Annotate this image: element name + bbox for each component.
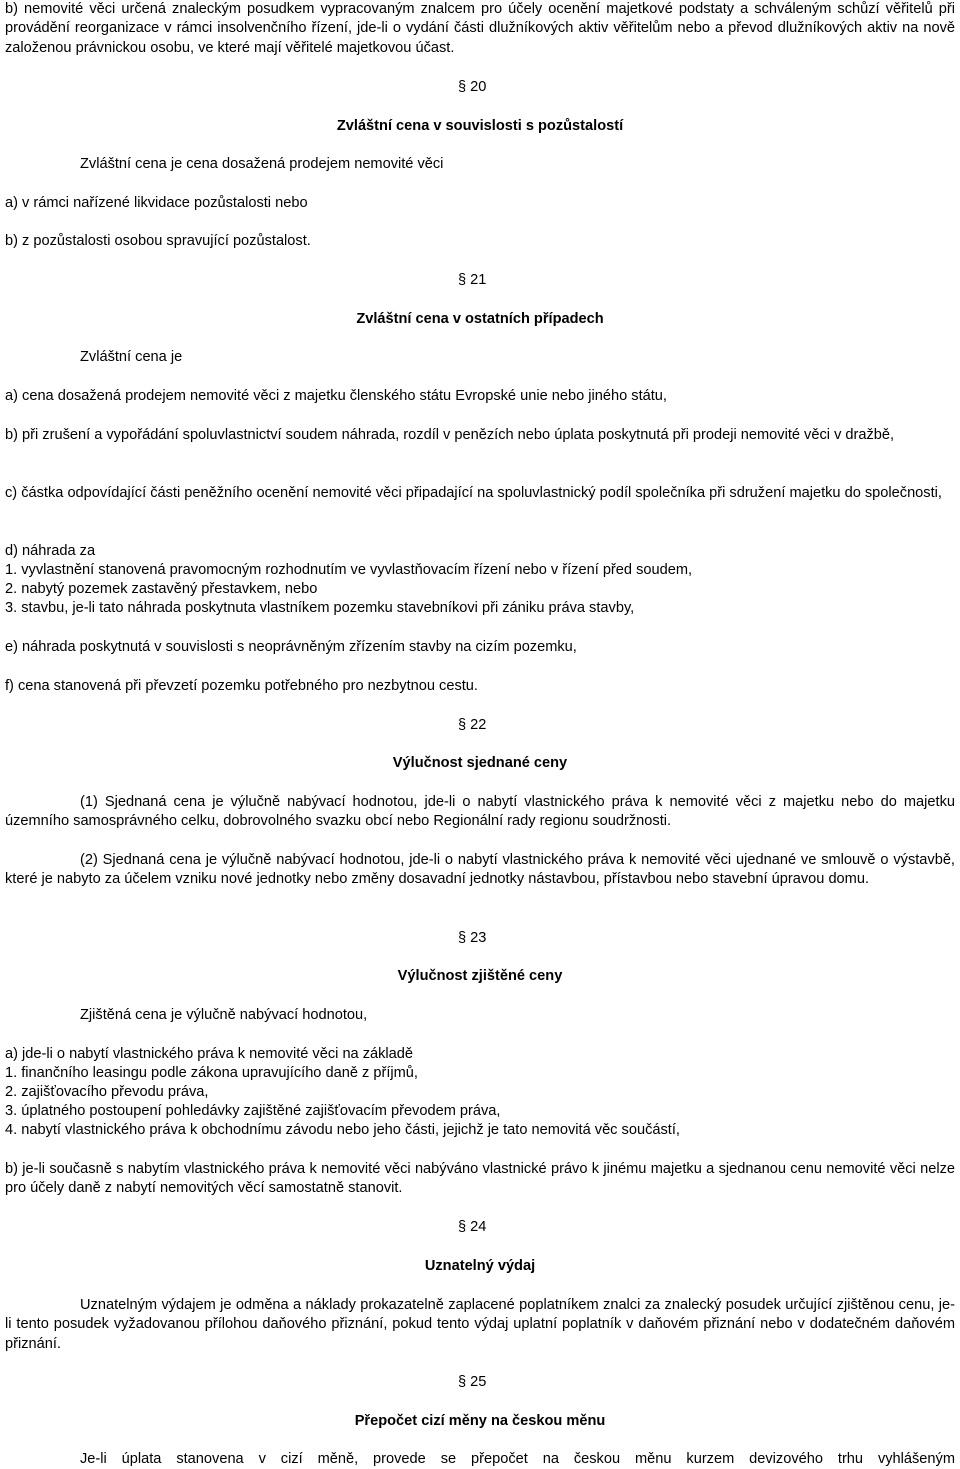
list-item: b) je-li současně s nabytím vlastnického práva k nemovité věci nabýváno vlastnické právo k jinému majetku a sjednanou cenu nemovité věci nelze pro účely daně z nabytí nemovitých věcí samostatně stanovit.	[5, 1161, 955, 1197]
paragraph: (1) Sjednaná cena je výlučně nabývací hodnotou, jde-li o nabytí vlastnického práva k nemovité věci z majetku nebo do majetku územního samosprávného celku, dobrovolného svazku obcí nebo Regionální rady regionu soudržnosti.	[5, 794, 955, 830]
sub-list-item: 3. stavbu, je-li tato náhrada poskytnuta vlastníkem pozemku stavebníkovi při zániku práva stavby,	[5, 600, 635, 616]
sub-list-item: 1. vyvlastnění stanovená pravomocným rozhodnutím ve vyvlastňovacím řízení nebo v řízení před soudem,	[5, 562, 693, 578]
list-item: a) cena dosažená prodejem nemovité věci z majetku členského státu Evropské unie nebo jiného státu,	[5, 388, 667, 404]
section-number: § 25	[458, 1374, 487, 1390]
section-lead: Zvláštní cena je cena dosažená prodejem nemovité věci	[80, 156, 444, 172]
paragraph: (2) Sjednaná cena je výlučně nabývací hodnotou, jde-li o nabytí vlastnického práva k nemovité věci ujednané ve smlouvě o výstavbě, které je nabyto za účelem vzniku nové jednotky nebo změny dosavadní jednotky nástavbou, přístavbou nebo stavební úpravou domu.	[5, 852, 955, 888]
list-item: c) částka odpovídající části peněžního ocenění nemovité věci připadající na spoluvlastnický podíl společníka při sdružení majetku do společnosti,	[5, 485, 942, 501]
section-lead: Zvláštní cena je	[80, 349, 183, 365]
paragraph: Je-li úplata stanovena v cizí měně, provede se přepočet na českou měnu kurzem devizového trhu vyhlášeným	[80, 1451, 955, 1467]
sub-list-item: 1. finančního leasingu podle zákona upravujícího daně z příjmů,	[5, 1065, 418, 1081]
section-title: Zvláštní cena v ostatních případech	[356, 311, 604, 327]
sub-list-item: 2. nabytý pozemek zastavěný přestavkem, nebo	[5, 581, 318, 597]
section-number: § 24	[458, 1219, 487, 1235]
list-item: f) cena stanovená při převzetí pozemku potřebného pro nezbytnou cestu.	[5, 678, 478, 694]
section-title: Přepočet cizí měny na českou měnu	[354, 1413, 606, 1429]
list-item: b) při zrušení a vypořádání spoluvlastnictví soudem náhrada, rozdíl v penězích nebo úplata poskytnutá při prodeji nemovité věci v dražbě,	[5, 427, 895, 443]
sub-list-item: 3. úplatného postoupení pohledávky zajištěné zajišťovacím převodem práva,	[5, 1103, 501, 1119]
section-title: Uznatelný výdaj	[424, 1258, 536, 1274]
list-item: e) náhrada poskytnutá v souvislosti s neoprávněným zřízením stavby na cizím pozemku,	[5, 639, 577, 655]
section-number: § 20	[458, 79, 487, 95]
section-title: Výlučnost zjištěné ceny	[397, 968, 563, 984]
section-title: Zvláštní cena v souvislosti s pozůstalostí	[336, 118, 624, 134]
section-number: § 21	[458, 272, 487, 288]
intro-paragraph: b) nemovité věci určená znaleckým posudkem vypracovaným znalcem pro účely ocenění majetkové podstaty a schváleným schůzí věřitelů při provádění reorganizace v rámci insolvenčního řízení, jde-li o vydání části dlužníkových aktiv věřitelům nebo a převod dlužníkových aktiv na nově založenou právnickou osobu, ve které mají věřitelé majetkovou účast.	[5, 1, 955, 56]
section-lead: Zjištěná cena je výlučně nabývací hodnotou,	[80, 1007, 368, 1023]
section-title: Výlučnost sjednané ceny	[392, 755, 568, 771]
list-item: a) jde-li o nabytí vlastnického práva k nemovité věci na základě	[5, 1046, 414, 1062]
list-item: d) náhrada za	[5, 543, 96, 559]
sub-list-item: 2. zajišťovacího převodu práva,	[5, 1084, 209, 1100]
list-item: b) z pozůstalosti osobou spravující pozůstalost.	[5, 233, 311, 249]
paragraph: Uznatelným výdajem je odměna a náklady prokazatelně zaplacené poplatníkem znalci za znalecký posudek určující zjištěnou cenu, je-li tento posudek vyžadovanou přílohou daňového přiznání, pokud tento výdaj uplatní poplatník v daňovém přiznání nebo v dodatečném daňovém přiznání.	[5, 1297, 955, 1352]
list-item: a) v rámci nařízené likvidace pozůstalosti nebo	[5, 195, 308, 211]
sub-list-item: 4. nabytí vlastnického práva k obchodnímu závodu nebo jeho části, jejichž je tato nemovitá věc součástí,	[5, 1122, 680, 1138]
section-number: § 23	[458, 930, 487, 946]
section-number: § 22	[458, 717, 487, 733]
